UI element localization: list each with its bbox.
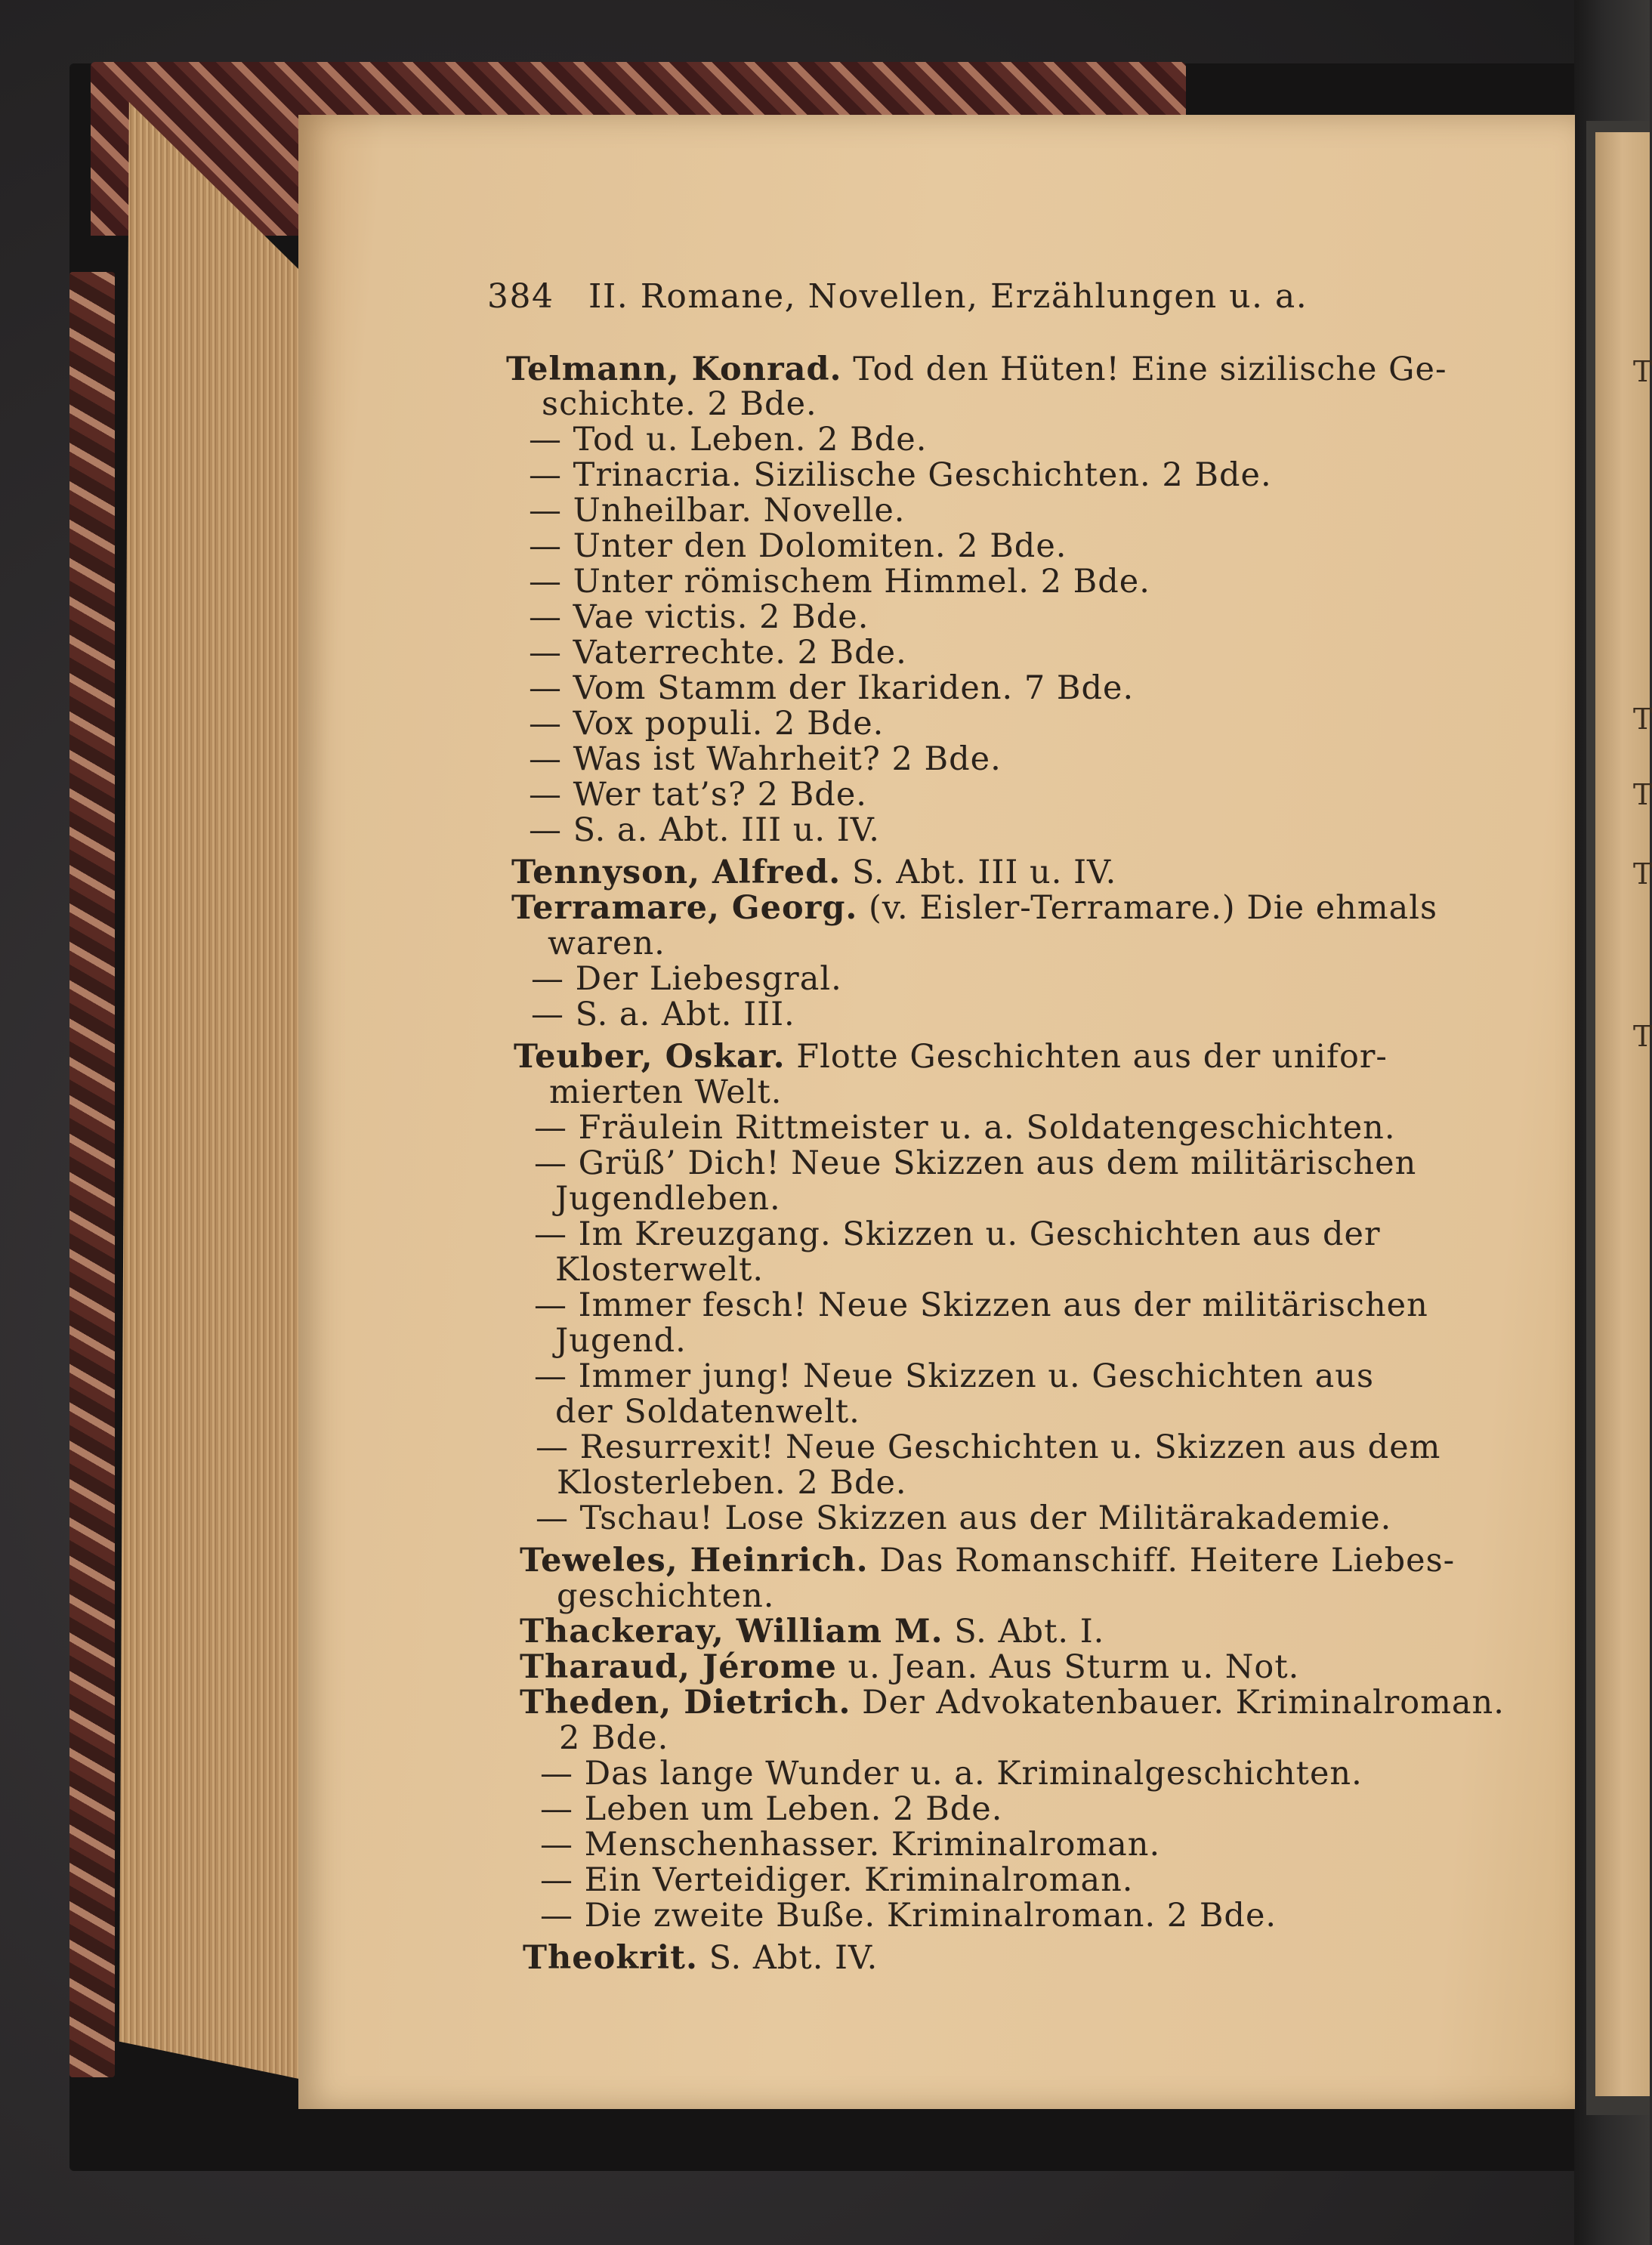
- catalog-entry: [520, 1684, 1505, 1722]
- entry-text: (v. Eisler-Terramare.) Die ehmals: [869, 889, 1438, 927]
- catalog-entry: [514, 1038, 1388, 1076]
- catalog-entry: [511, 854, 1116, 891]
- author-name: Telmann, Konrad.: [506, 350, 842, 388]
- catalog-line: — Fräulein Rittmeister u. a. Soldatengeschichten.: [534, 1109, 1396, 1147]
- catalog-line: — Ein Verteidiger. Kriminalroman.: [540, 1861, 1134, 1899]
- catalog-line: — S. a. Abt. III.: [531, 996, 795, 1033]
- author-name: Teweles, Heinrich.: [520, 1542, 869, 1580]
- catalog-line: — Tod u. Leben. 2 Bde.: [529, 421, 928, 459]
- catalog-line: schichte. 2 Bde.: [542, 385, 817, 423]
- entry-text: Flotte Geschichten aus der unifor-: [796, 1038, 1388, 1076]
- catalog-line: Jugendleben.: [555, 1180, 781, 1218]
- page-text: [298, 115, 1575, 2109]
- entry-text: Das Romanschiff. Heitere Liebes-: [879, 1542, 1456, 1580]
- catalog-entry: [523, 1939, 878, 1977]
- author-name: Tennyson, Alfred.: [511, 854, 841, 891]
- entry-text: u. Jean. Aus Sturm u. Not.: [848, 1648, 1300, 1686]
- catalog-line: Klosterwelt.: [555, 1251, 764, 1289]
- catalog-line: Klosterleben. 2 Bde.: [557, 1464, 907, 1502]
- author-name: Thackeray, William M.: [520, 1613, 943, 1651]
- catalog-entry: [511, 889, 1437, 927]
- next-page-letter: T: [1633, 1020, 1652, 1053]
- catalog-entry: [520, 1648, 1299, 1686]
- catalog-line: — Unter römischem Himmel. 2 Bde.: [529, 563, 1150, 601]
- book-page: [298, 115, 1575, 2109]
- catalog-line: 2 Bde.: [559, 1719, 669, 1757]
- catalog-entry: [506, 350, 1447, 388]
- catalog-line: — Die zweite Buße. Kriminalroman. 2 Bde.: [540, 1897, 1277, 1935]
- entry-text: S. Abt. I.: [954, 1613, 1105, 1651]
- entry-text: Der Advokatenbauer. Kriminalroman.: [862, 1684, 1505, 1722]
- page-header: [487, 277, 1308, 316]
- catalog-line: mierten Welt.: [549, 1073, 783, 1111]
- catalog-line: — Immer jung! Neue Skizzen u. Geschichten aus: [534, 1357, 1375, 1395]
- author-name: Teuber, Oskar.: [514, 1038, 786, 1076]
- author-name: Terramare, Georg.: [511, 889, 858, 927]
- entry-text: S. Abt. III u. IV.: [851, 854, 1117, 891]
- entry-text: S. Abt. IV.: [709, 1939, 878, 1977]
- catalog-line: — Unter den Dolomiten. 2 Bde.: [529, 527, 1067, 565]
- page-number: 384: [487, 277, 554, 316]
- catalog-line: — Vom Stamm der Ikariden. 7 Bde.: [529, 669, 1135, 707]
- catalog-line: waren.: [548, 925, 665, 962]
- catalog-line: — Immer fesch! Neue Skizzen aus der militärischen: [534, 1286, 1428, 1324]
- catalog-line: — Wer tat’s? 2 Bde.: [529, 776, 867, 814]
- catalog-line: — Der Liebesgral.: [531, 960, 842, 998]
- catalog-line: — Grüß’ Dich! Neue Skizzen aus dem militärischen: [534, 1144, 1417, 1182]
- catalog-line: — Das lange Wunder u. a. Kriminalgeschichten.: [540, 1755, 1363, 1793]
- catalog-line: — S. a. Abt. III u. IV.: [529, 811, 880, 849]
- catalog-line: — Was ist Wahrheit? 2 Bde.: [529, 740, 1002, 778]
- author-name: Tharaud, Jérome: [520, 1648, 837, 1686]
- next-page-edge: [1595, 132, 1650, 2096]
- next-page-letter: T: [1633, 857, 1652, 891]
- marbled-endpaper-side: [69, 272, 115, 2077]
- catalog-line: — Leben um Leben. 2 Bde.: [540, 1790, 1003, 1828]
- next-page-letter: T: [1633, 355, 1652, 388]
- entry-text: Tod den Hüten! Eine sizilische Ge-: [853, 350, 1447, 388]
- catalog-line: geschichten.: [557, 1577, 775, 1615]
- catalog-line: der Soldatenwelt.: [555, 1393, 860, 1431]
- catalog-line: — Tschau! Lose Skizzen aus der Militärakademie.: [536, 1499, 1392, 1537]
- catalog-line: — Menschenhasser. Kriminalroman.: [540, 1826, 1161, 1864]
- catalog-entry: [520, 1542, 1455, 1580]
- author-name: Theokrit.: [523, 1939, 698, 1977]
- catalog-line: Jugend.: [555, 1322, 687, 1360]
- author-name: Theden, Dietrich.: [520, 1684, 851, 1722]
- catalog-line: — Resurrexit! Neue Geschichten u. Skizzen aus dem: [536, 1428, 1441, 1466]
- page-stack-edge: [113, 102, 310, 2081]
- catalog-line: — Vae victis. 2 Bde.: [529, 598, 869, 636]
- catalog-line: — Vaterrechte. 2 Bde.: [529, 634, 907, 672]
- catalog-line: — Unheilbar. Novelle.: [529, 492, 906, 530]
- next-page-letter: T: [1633, 703, 1652, 736]
- catalog-entry: [520, 1613, 1104, 1651]
- catalog-line: — Trinacria. Sizilische Geschichten. 2 Bde.: [529, 456, 1272, 494]
- catalog-line: — Im Kreuzgang. Skizzen u. Geschichten aus der: [534, 1215, 1381, 1253]
- next-page-letter: T: [1633, 778, 1652, 811]
- catalog-line: — Vox populi. 2 Bde.: [529, 705, 885, 743]
- section-title: II. Romane, Novellen, Erzählungen u. a.: [588, 277, 1308, 316]
